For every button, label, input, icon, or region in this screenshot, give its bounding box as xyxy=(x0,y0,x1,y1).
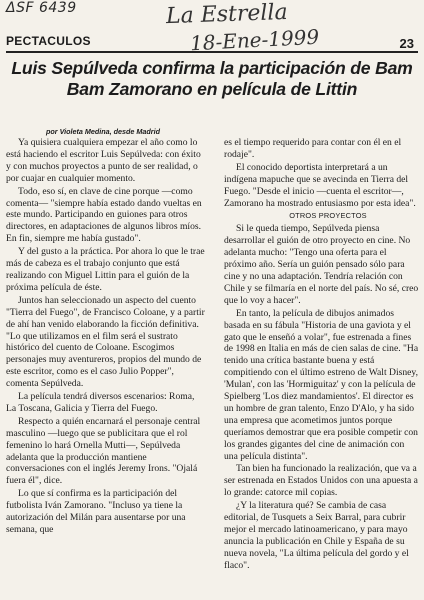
article-column-right xyxy=(224,137,420,572)
byline: por Violeta Medina, desde Madrid xyxy=(46,127,160,136)
article-paragraph: Todo, eso sí, en clave de cine porque —como comenta— "siempre había estado dando vueltas en este mundo. Participando en guiones para otros directores, en adaptaciones de algunos libros míos. En fin, siempre me había gustado". xyxy=(6,185,202,245)
article-paragraph: Respecto a quién encarnará el personaje central masculino —luego que se publicitara que el rol femenino lo hará Ornella Mutti—, Sepúlveda adelanta que la producción mantiene conversaciones con el inglés Jeremy Irons. "Ojalá fuera él", dice. xyxy=(6,415,201,487)
article-paragraph: ¿Y la literatura qué? Se cambia de casa editorial, de Tusquets a Seix Barral, para cubrir mejor el mercado latinoamericano, y para mayo anuncia la publicación en Chile y España de su nueva novela, "La última película del gordo y el flaco". xyxy=(224,500,409,571)
handwritten-source-note xyxy=(150,0,380,56)
section-label: PECTACULOS xyxy=(6,34,91,48)
article-paragraph: En tanto, la película de dibujos animados basada en su fábula "Historia de una gaviota y el gato que le enseñó a volar", fue estrenada a fines de 1998 en Italia en más de cien salas de cine. "Ha tenido una crítica bastante buena y está compitiendo con el último estreno de Walt Disney, 'Mulan', con las 'Hormiguitaz' y con la película de Spielberg 'Los diez mandamientos'. El director es un hombre de gran talento, Enzo D'Alo, y ha sido una empresa que acometimos juntos porque queríamos demostrar que era posible competir con los grandes gigantes del cine de animación con una película distinta". xyxy=(224,307,419,462)
article-paragraph: El conocido deportista interpretará a un indígena mapuche que se avecinda en Tierra del Fuego. "Desde el inicio —cuenta el escritor—, Zamorano ha mostrado entusiasmo por esta idea". xyxy=(224,161,416,209)
article-paragraph: Si le queda tiempo, Sepúlveda piensa desarrollar el guión de otro proyecto en cine. No adelanta mucho: "Tengo una oferta para el próximo año. Sería un guión pensado sólo para cine y no una adaptación. Tendría relación con Chile y se filmaría en el norte del país. No sé, creo que lo voy a hacer". xyxy=(224,223,419,306)
article-column-left xyxy=(6,137,206,536)
handwritten-source-name: La Estrella xyxy=(165,0,289,30)
headline: Luis Sepúlveda confirma la participación de Bam Bam Zamorano en película de Littin xyxy=(11,58,413,99)
article-paragraph: Tan bien ha funcionado la realización, que va a ser estrenada en Estados Unidos con una apuesta a lo grande: catorce mil copias. xyxy=(224,463,418,499)
handwritten-date: 18-Ene-1999 xyxy=(189,24,320,56)
header-rule xyxy=(6,51,418,53)
article-paragraph: es el tiempo requerido para contar con él en el rodaje". xyxy=(224,137,402,160)
article-paragraph: La película tendrá diversos escenarios: Roma, La Toscana, Galicia y Tierra del Fuego. xyxy=(6,391,195,414)
article-paragraph: Lo que sí confirma es la participación del futbolista Iván Zamorano. "Incluso ya tiene la autorización del Milán para ausentarse por una semana, que xyxy=(6,488,186,535)
article-paragraph: Y del gusto a la práctica. Por ahora lo que le trae más de cabeza es el trabajo conjunto que está realizando con Miguel Littin para el guión de la próxima película de éste. xyxy=(6,246,205,293)
article-paragraph: Juntos han seleccionado un aspecto del cuento "Tierra del Fuego", de Francisco Coloane, y a partir de ahí han venido elaborando la ficción definitiva. "Lo que utilizamos en el film será el sustrato histórico del cuento de Coloane. Escogimos personajes muy aventureros, propios del mundo de este escritor, como es el caso Julio Popper", comenta Sepúlveda. xyxy=(6,294,205,390)
page-number: 23 xyxy=(399,36,414,51)
article-paragraph: Ya quisiera cualquiera empezar el año como lo está haciendo el escritor Luis Sepúlveda: con éxito y con muchos proyectos a punto de ser realidad, o por cuajar en cualquier momento. xyxy=(6,137,201,184)
subheading: OTROS PROYECTOS xyxy=(289,211,367,221)
archive-code: ΔSF 6439 xyxy=(6,0,77,16)
